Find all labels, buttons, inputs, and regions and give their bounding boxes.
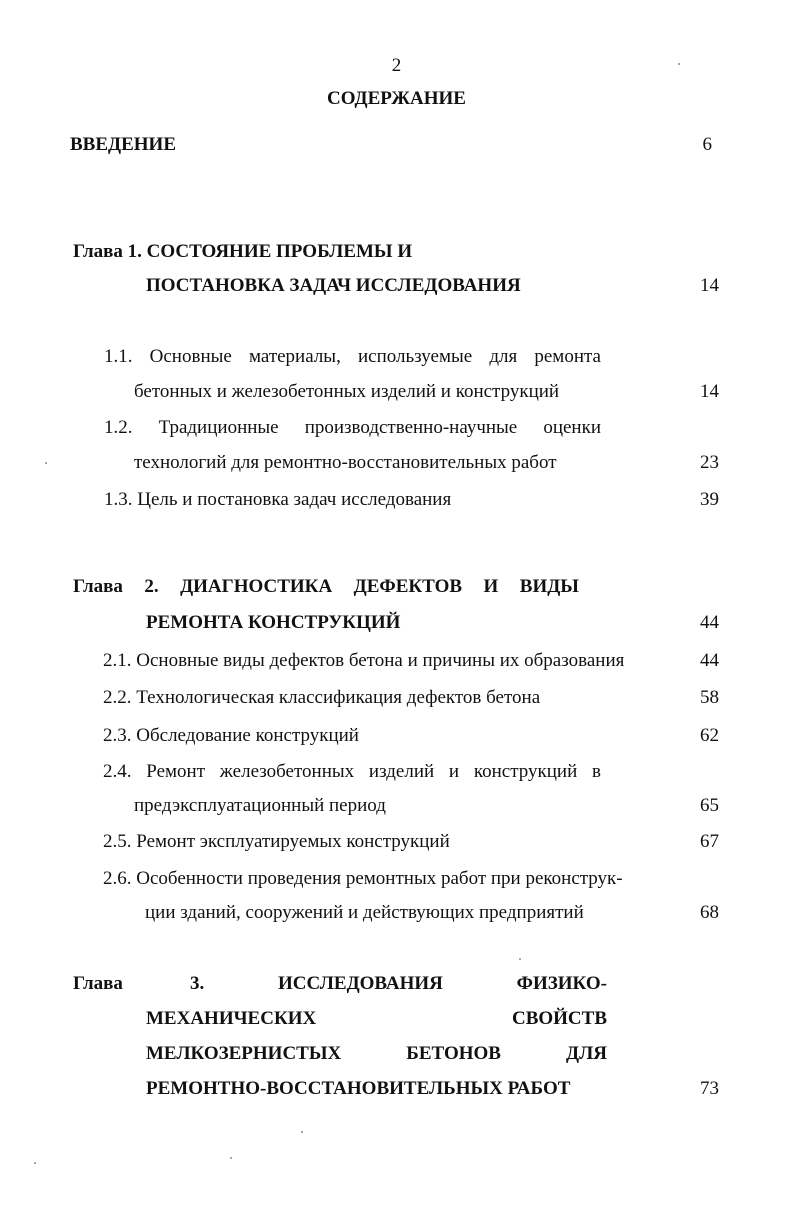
word: ВИДЫ	[519, 576, 579, 597]
scan-speck	[678, 63, 680, 65]
word: МЕХАНИЧЕСКИХ	[146, 1008, 317, 1029]
toc-page-section-1-1: 14	[700, 381, 719, 402]
word: и	[448, 761, 460, 782]
word: Ремонт	[146, 761, 206, 782]
word: СВОЙСТВ	[511, 1008, 607, 1029]
word: Основные	[149, 346, 232, 367]
page-number: 2	[391, 55, 402, 76]
toc-section-2-2: 2.2. Технологическая классификация дефектов бетона	[103, 687, 541, 708]
toc-page-chapter-3: 73	[700, 1078, 719, 1099]
word: материалы,	[248, 346, 341, 367]
toc-section-1-1-line1	[104, 345, 601, 369]
word: 2.	[144, 576, 159, 597]
toc-page-section-2-5: 67	[700, 831, 719, 852]
word: ФИЗИКО-	[516, 973, 607, 994]
word: оценки	[543, 417, 601, 438]
word: МЕЛКОЗЕРНИСТЫХ	[146, 1043, 342, 1064]
toc-chapter-3-row1	[190, 972, 607, 996]
toc-section-2-5: 2.5. Ремонт эксплуатируемых конструкций	[103, 831, 450, 852]
word: ДЛЯ	[566, 1043, 607, 1064]
word: изделий	[368, 761, 435, 782]
word: Глава	[73, 576, 123, 597]
word: Традиционные	[158, 417, 279, 438]
toc-chapter-3-row4: РЕМОНТНО-ВОССТАНОВИТЕЛЬНЫХ РАБОТ	[146, 1078, 571, 1099]
toc-section-2-4-line1	[103, 760, 601, 784]
word: 1.1.	[104, 346, 133, 367]
word: ДЕФЕКТОВ	[353, 576, 463, 597]
toc-section-1-2-line1	[104, 416, 601, 440]
word: конструкций	[473, 761, 578, 782]
toc-page-chapter-2: 44	[700, 612, 719, 633]
toc-page-section-2-1: 44	[700, 650, 719, 671]
scan-speck	[519, 958, 521, 960]
word: для	[489, 346, 518, 367]
toc-chapter-2-subtitle: РЕМОНТА КОНСТРУКЦИЙ	[146, 612, 401, 633]
toc-chapter-1-title: Глава 1. СОСТОЯНИЕ ПРОБЛЕМЫ И	[73, 241, 413, 262]
scan-speck	[301, 1131, 303, 1133]
scan-speck	[45, 462, 47, 464]
toc-page-section-1-3: 39	[700, 489, 719, 510]
toc-section-2-6-line2: ции зданий, сооружений и действующих предприятий	[145, 902, 584, 923]
toc-page-chapter-1: 14	[700, 275, 719, 296]
toc-entry-intro: ВВЕДЕНИЕ	[70, 134, 176, 155]
toc-section-2-6-line1: 2.6. Особенности проведения ремонтных работ при реконструк-	[103, 868, 623, 889]
word: 3.	[190, 973, 205, 994]
word: ДИАГНОСТИКА	[180, 576, 333, 597]
toc-section-2-3: 2.3. Обследование конструкций	[103, 725, 359, 746]
toc-page-section-2-4: 65	[700, 795, 719, 816]
word: производственно-научные	[304, 417, 518, 438]
toc-page-section-2-6: 68	[700, 902, 719, 923]
toc-section-2-4-line2: предэксплуатационный период	[134, 795, 386, 816]
word: ИССЛЕДОВАНИЯ	[278, 973, 443, 994]
word: 2.4.	[103, 761, 132, 782]
toc-section-1-2-line2: технологий для ремонтно-восстановительных работ	[134, 452, 557, 473]
toc-page-section-2-3: 62	[700, 725, 719, 746]
toc-section-1-1-line2: бетонных и железобетонных изделий и конструкций	[134, 381, 560, 402]
word: БЕТОНОВ	[406, 1043, 501, 1064]
page-title: СОДЕРЖАНИЕ	[327, 88, 466, 109]
word: ремонта	[534, 346, 601, 367]
toc-page-section-2-2: 58	[700, 687, 719, 708]
word: И	[483, 576, 499, 597]
scan-speck	[230, 1157, 232, 1159]
toc-chapter-3-row3	[146, 1042, 607, 1066]
word: используемые	[357, 346, 473, 367]
word: железобетонных	[219, 761, 355, 782]
toc-section-2-1: 2.1. Основные виды дефектов бетона и причины их образования	[103, 650, 625, 671]
toc-chapter-3-word: Глава	[73, 973, 123, 994]
toc-chapter-3-row2	[146, 1007, 607, 1031]
toc-page-section-1-2: 23	[700, 452, 719, 473]
toc-chapter-1-subtitle: ПОСТАНОВКА ЗАДАЧ ИССЛЕДОВАНИЯ	[146, 275, 521, 296]
toc-page-intro: 6	[702, 134, 712, 155]
word: в	[592, 761, 601, 782]
scan-speck	[34, 1162, 36, 1164]
toc-section-1-3: 1.3. Цель и постановка задач исследования	[104, 489, 452, 510]
toc-chapter-2-title	[73, 575, 579, 599]
word: 1.2.	[104, 417, 133, 438]
